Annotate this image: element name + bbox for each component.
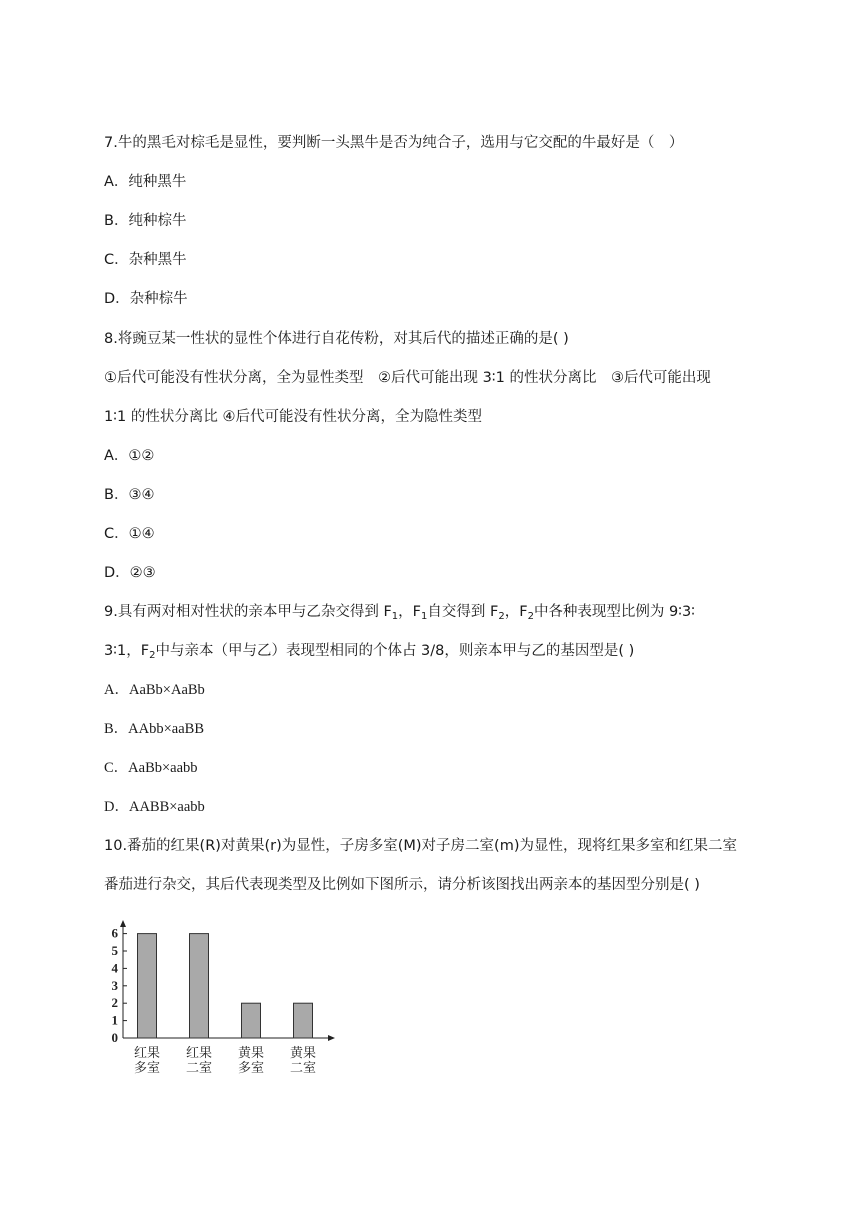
q9-option-d: D．AABB×aabb bbox=[104, 799, 205, 815]
q7-option-b: B．纯种棕牛 bbox=[104, 213, 187, 229]
y-tick-label: 4 bbox=[111, 960, 118, 976]
q8-option-a: A．①② bbox=[104, 448, 155, 464]
y-tick-label: 1 bbox=[111, 1012, 118, 1028]
x-axis-arrow bbox=[328, 1035, 335, 1041]
q10-stem-line2: 番茄进行杂交，其后代表现类型及比例如下图所示，请分析该图找出两亲本的基因型分别是( ) bbox=[104, 877, 700, 893]
q7-option-d: D．杂种棕牛 bbox=[104, 291, 188, 307]
bar bbox=[138, 934, 157, 1038]
x-tick-label: 多室 bbox=[237, 1060, 265, 1075]
q7-option-c: C．杂种黑牛 bbox=[104, 252, 187, 268]
q8-option-c: C．①④ bbox=[104, 526, 155, 542]
offspring-phenotype-bar-chart bbox=[100, 912, 350, 1077]
q8-option-b: B．③④ bbox=[104, 487, 155, 503]
q7-option-a: A．纯种黑牛 bbox=[104, 174, 187, 190]
x-tick-label: 红果 bbox=[133, 1045, 161, 1060]
y-axis-arrow bbox=[120, 920, 126, 927]
x-tick-label: 红果 bbox=[185, 1045, 213, 1060]
y-tick-label: 2 bbox=[111, 995, 118, 1011]
q10-stem: 10.番茄的红果(R)对黄果(r)为显性，子房多室(M)对子房二室(m)为显性，现将红果多室和红果二室 bbox=[104, 838, 737, 854]
bar bbox=[242, 1003, 261, 1038]
y-tick-label: 0 bbox=[111, 1030, 118, 1045]
bar bbox=[190, 934, 209, 1038]
y-tick-label: 3 bbox=[111, 977, 118, 993]
q7-stem: 7.牛的黑毛对棕毛是显性，要判断一头黑牛是否为纯合子，选用与它交配的牛最好是（ ） bbox=[104, 135, 684, 151]
q9-option-b: B．AAbb×aaBB bbox=[104, 721, 205, 737]
q8-option-d: D．②③ bbox=[104, 565, 156, 581]
q8-statement-line2: 1∶1 的性状分离比 ④后代可能没有性状分离，全为隐性类型 bbox=[104, 409, 482, 425]
q9-stem: 9.具有两对相对性状的亲本甲与乙杂交得到 $F_1$，$F_1$自交得到 $F_2$，$F_2$中各种表现型比例为 9∶3∶ bbox=[104, 604, 696, 622]
x-tick-label: 二室 bbox=[185, 1060, 213, 1075]
y-tick-label: 5 bbox=[111, 943, 118, 958]
q9-option-c: C．AaBb×aabb bbox=[104, 760, 198, 776]
x-tick-label: 多室 bbox=[133, 1060, 161, 1075]
q9-option-a: A．AaBb×AaBb bbox=[104, 682, 205, 698]
y-tick-label: 6 bbox=[111, 925, 118, 941]
q8-stem: 8.将豌豆某一性状的显性个体进行自花传粉，对其后代的描述正确的是( ) bbox=[104, 331, 569, 347]
x-tick-label: 黄果 bbox=[237, 1045, 265, 1060]
bar bbox=[294, 1003, 313, 1038]
q9-stem-line2: 3∶1，$F_2$中与亲本（甲与乙）表现型相同的个体占 3/8，则亲本甲与乙的基因型是( ) bbox=[104, 643, 635, 661]
x-tick-label: 二室 bbox=[289, 1060, 317, 1075]
x-tick-label: 黄果 bbox=[289, 1045, 317, 1060]
q8-statement-line1: ①后代可能没有性状分离，全为显性类型 ②后代可能出现 3∶1 的性状分离比 ③后代可能出现 bbox=[104, 370, 711, 386]
